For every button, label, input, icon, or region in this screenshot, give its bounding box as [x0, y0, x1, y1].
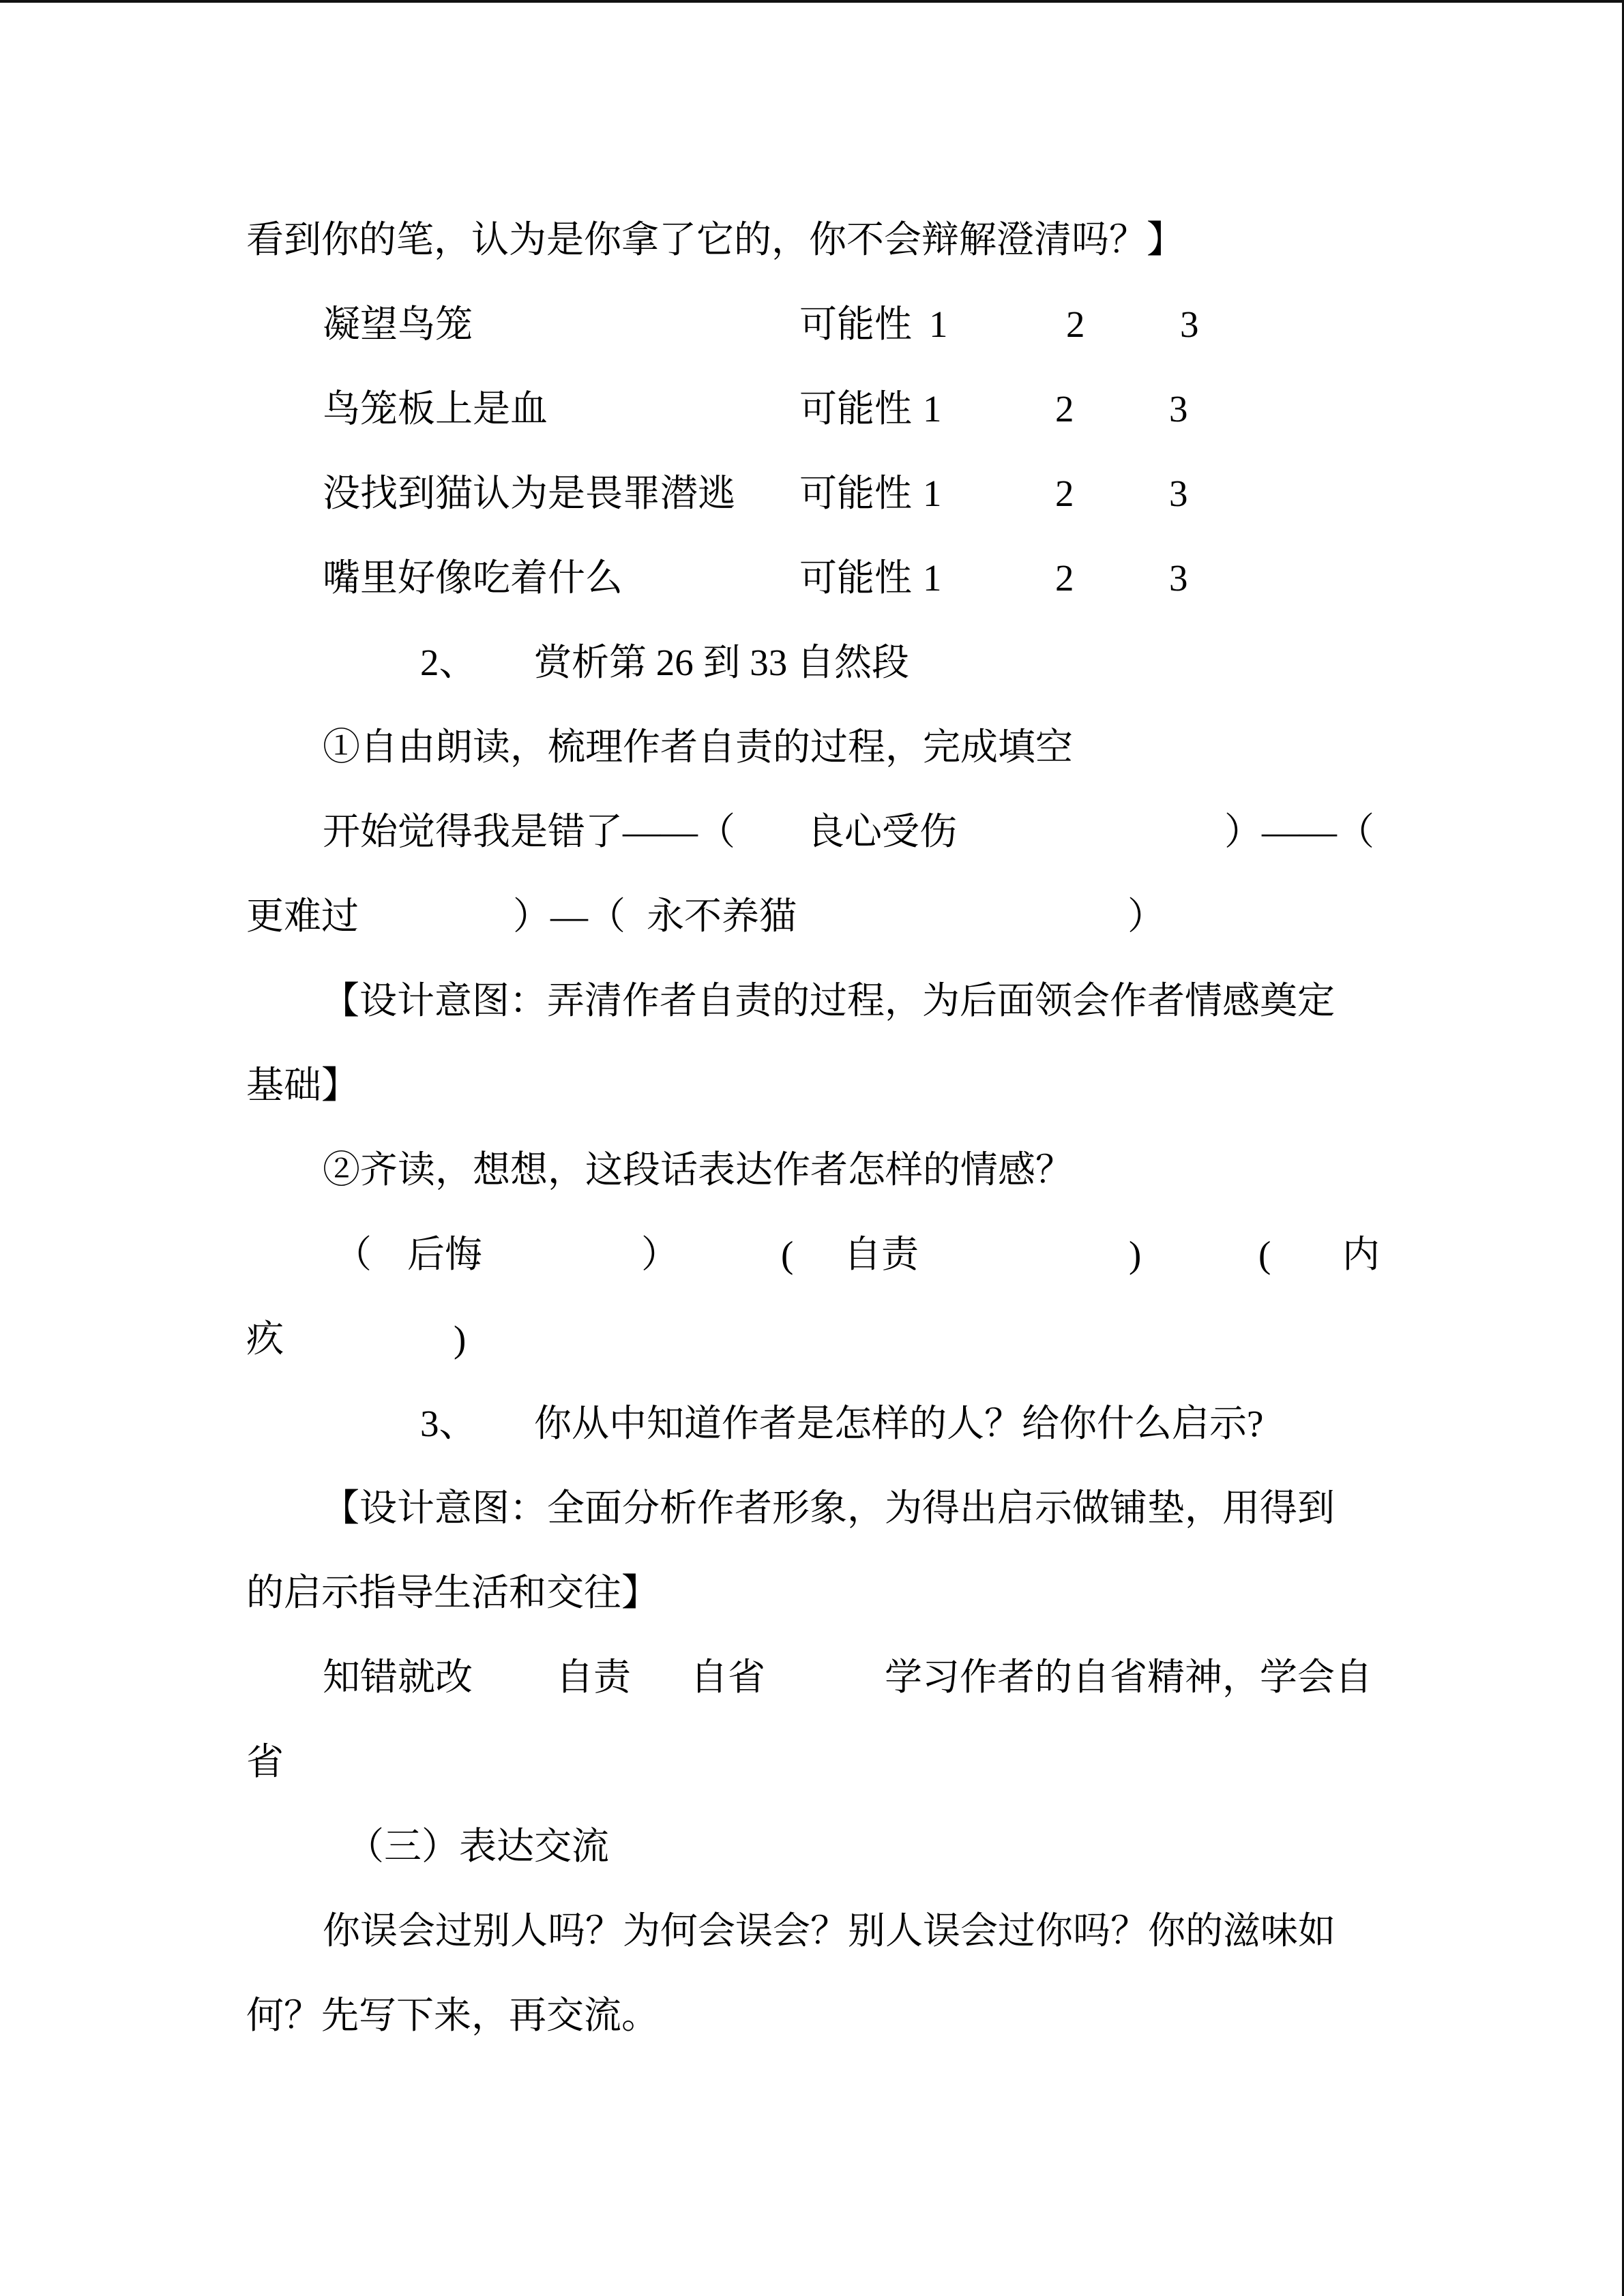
answer-keyword: 自省 — [690, 1656, 766, 1698]
answer-line — [0, 1657, 1624, 1698]
page-top-border — [0, 0, 1624, 3]
possibility-row — [0, 473, 1624, 514]
rating-3: 3 — [1169, 473, 1188, 514]
row-prefix: 可能性 — [799, 303, 913, 345]
part-heading: （三）表达交流 — [346, 1825, 610, 1867]
rating-2: 2 — [1055, 473, 1074, 514]
paren-close: ) — [1129, 1234, 1142, 1275]
design-intent-note: 的启示指导生活和交往】 — [246, 1572, 660, 1613]
row-prefix: 可能性 — [799, 388, 913, 430]
rating-2: 2 — [1055, 388, 1074, 430]
fill-close: ） — [1127, 895, 1166, 937]
row-prefix: 可能性 — [799, 473, 913, 514]
section-title: 赏析第 26 到 33 自然段 — [534, 642, 910, 683]
answer-sentence: 学习作者的自省精神，学会自 — [885, 1656, 1373, 1698]
section-number: 3、 — [420, 1403, 477, 1444]
design-intent-note: 【设计意图：全面分析作者形象，为得出启示做铺垫，用得到 — [322, 1487, 1335, 1529]
rating-3: 3 — [1169, 557, 1188, 599]
rating-1: 1 — [923, 557, 942, 599]
rating-1: 1 — [923, 473, 942, 514]
rating-3: 3 — [1180, 303, 1199, 345]
rating-1: 1 — [923, 388, 942, 430]
fill-answer: 良心受伤 — [807, 811, 958, 852]
possibility-row — [0, 389, 1624, 430]
fill-separator: ）——（ — [1224, 811, 1375, 852]
possibility-row — [0, 304, 1624, 345]
row-prefix: 可能性 — [799, 557, 913, 599]
paragraph-line: 你误会过别人吗？为何会误会？别人误会过你吗？你的滋味如 — [323, 1910, 1336, 1952]
design-intent-note: 【设计意图：弄清作者自责的过程，为后面领会作者情感奠定 — [322, 980, 1335, 1022]
paren-open: ( — [781, 1234, 794, 1275]
emotion-answer: 内 — [1342, 1234, 1381, 1275]
emotion-answers — [0, 1319, 1624, 1360]
possibility-row — [0, 558, 1624, 599]
instruction-item: ②齐读，想想，这段话表达作者怎样的情感？ — [323, 1149, 1074, 1191]
paren-close: ) — [454, 1318, 467, 1360]
fill-answer: 永不养猫 — [647, 895, 797, 937]
fill-prompt: 开始觉得我是错了——（ — [323, 811, 736, 852]
row-label: 凝望鸟笼 — [323, 303, 473, 345]
section-title: 你从中知道作者是怎样的人？给你什么启示? — [534, 1403, 1264, 1444]
row-label: 嘴里好像吃着什么 — [323, 557, 623, 599]
emotion-answer: 后悔 — [407, 1234, 483, 1275]
fill-in-line — [0, 896, 1624, 937]
rating-2: 2 — [1055, 557, 1074, 599]
paren-open: ( — [1258, 1234, 1271, 1275]
fill-separator: ）—（ — [513, 895, 626, 937]
emotion-answer: 自责 — [844, 1234, 919, 1275]
row-label: 鸟笼板上是血 — [323, 388, 548, 430]
rating-2: 2 — [1066, 303, 1085, 345]
design-intent-note: 基础】 — [246, 1064, 359, 1106]
answer-keyword: 自责 — [556, 1656, 632, 1698]
paren-open: （ — [334, 1234, 372, 1275]
paragraph-line: 看到你的笔，认为是你拿了它的，你不会辩解澄清吗？】 — [246, 219, 1185, 260]
instruction-item: ①自由朗读，梳理作者自责的过程，完成填空 — [323, 726, 1074, 768]
row-label: 没找到猫认为是畏罪潜逃 — [323, 473, 736, 514]
paren-close: ） — [641, 1234, 679, 1275]
rating-1: 1 — [929, 303, 948, 345]
rating-3: 3 — [1169, 388, 1188, 430]
answer-line: 省 — [246, 1741, 284, 1783]
paragraph-line: 何？先写下来，再交流。 — [246, 1995, 660, 2036]
fill-answer: 更难过 — [246, 895, 359, 937]
section-number: 2、 — [420, 642, 477, 683]
section-heading — [0, 1403, 1624, 1444]
fill-in-line — [0, 811, 1624, 852]
emotion-answers — [0, 1234, 1624, 1275]
emotion-answer: 疚 — [246, 1318, 284, 1360]
section-heading — [0, 642, 1624, 683]
answer-keyword: 知错就改 — [323, 1656, 473, 1698]
